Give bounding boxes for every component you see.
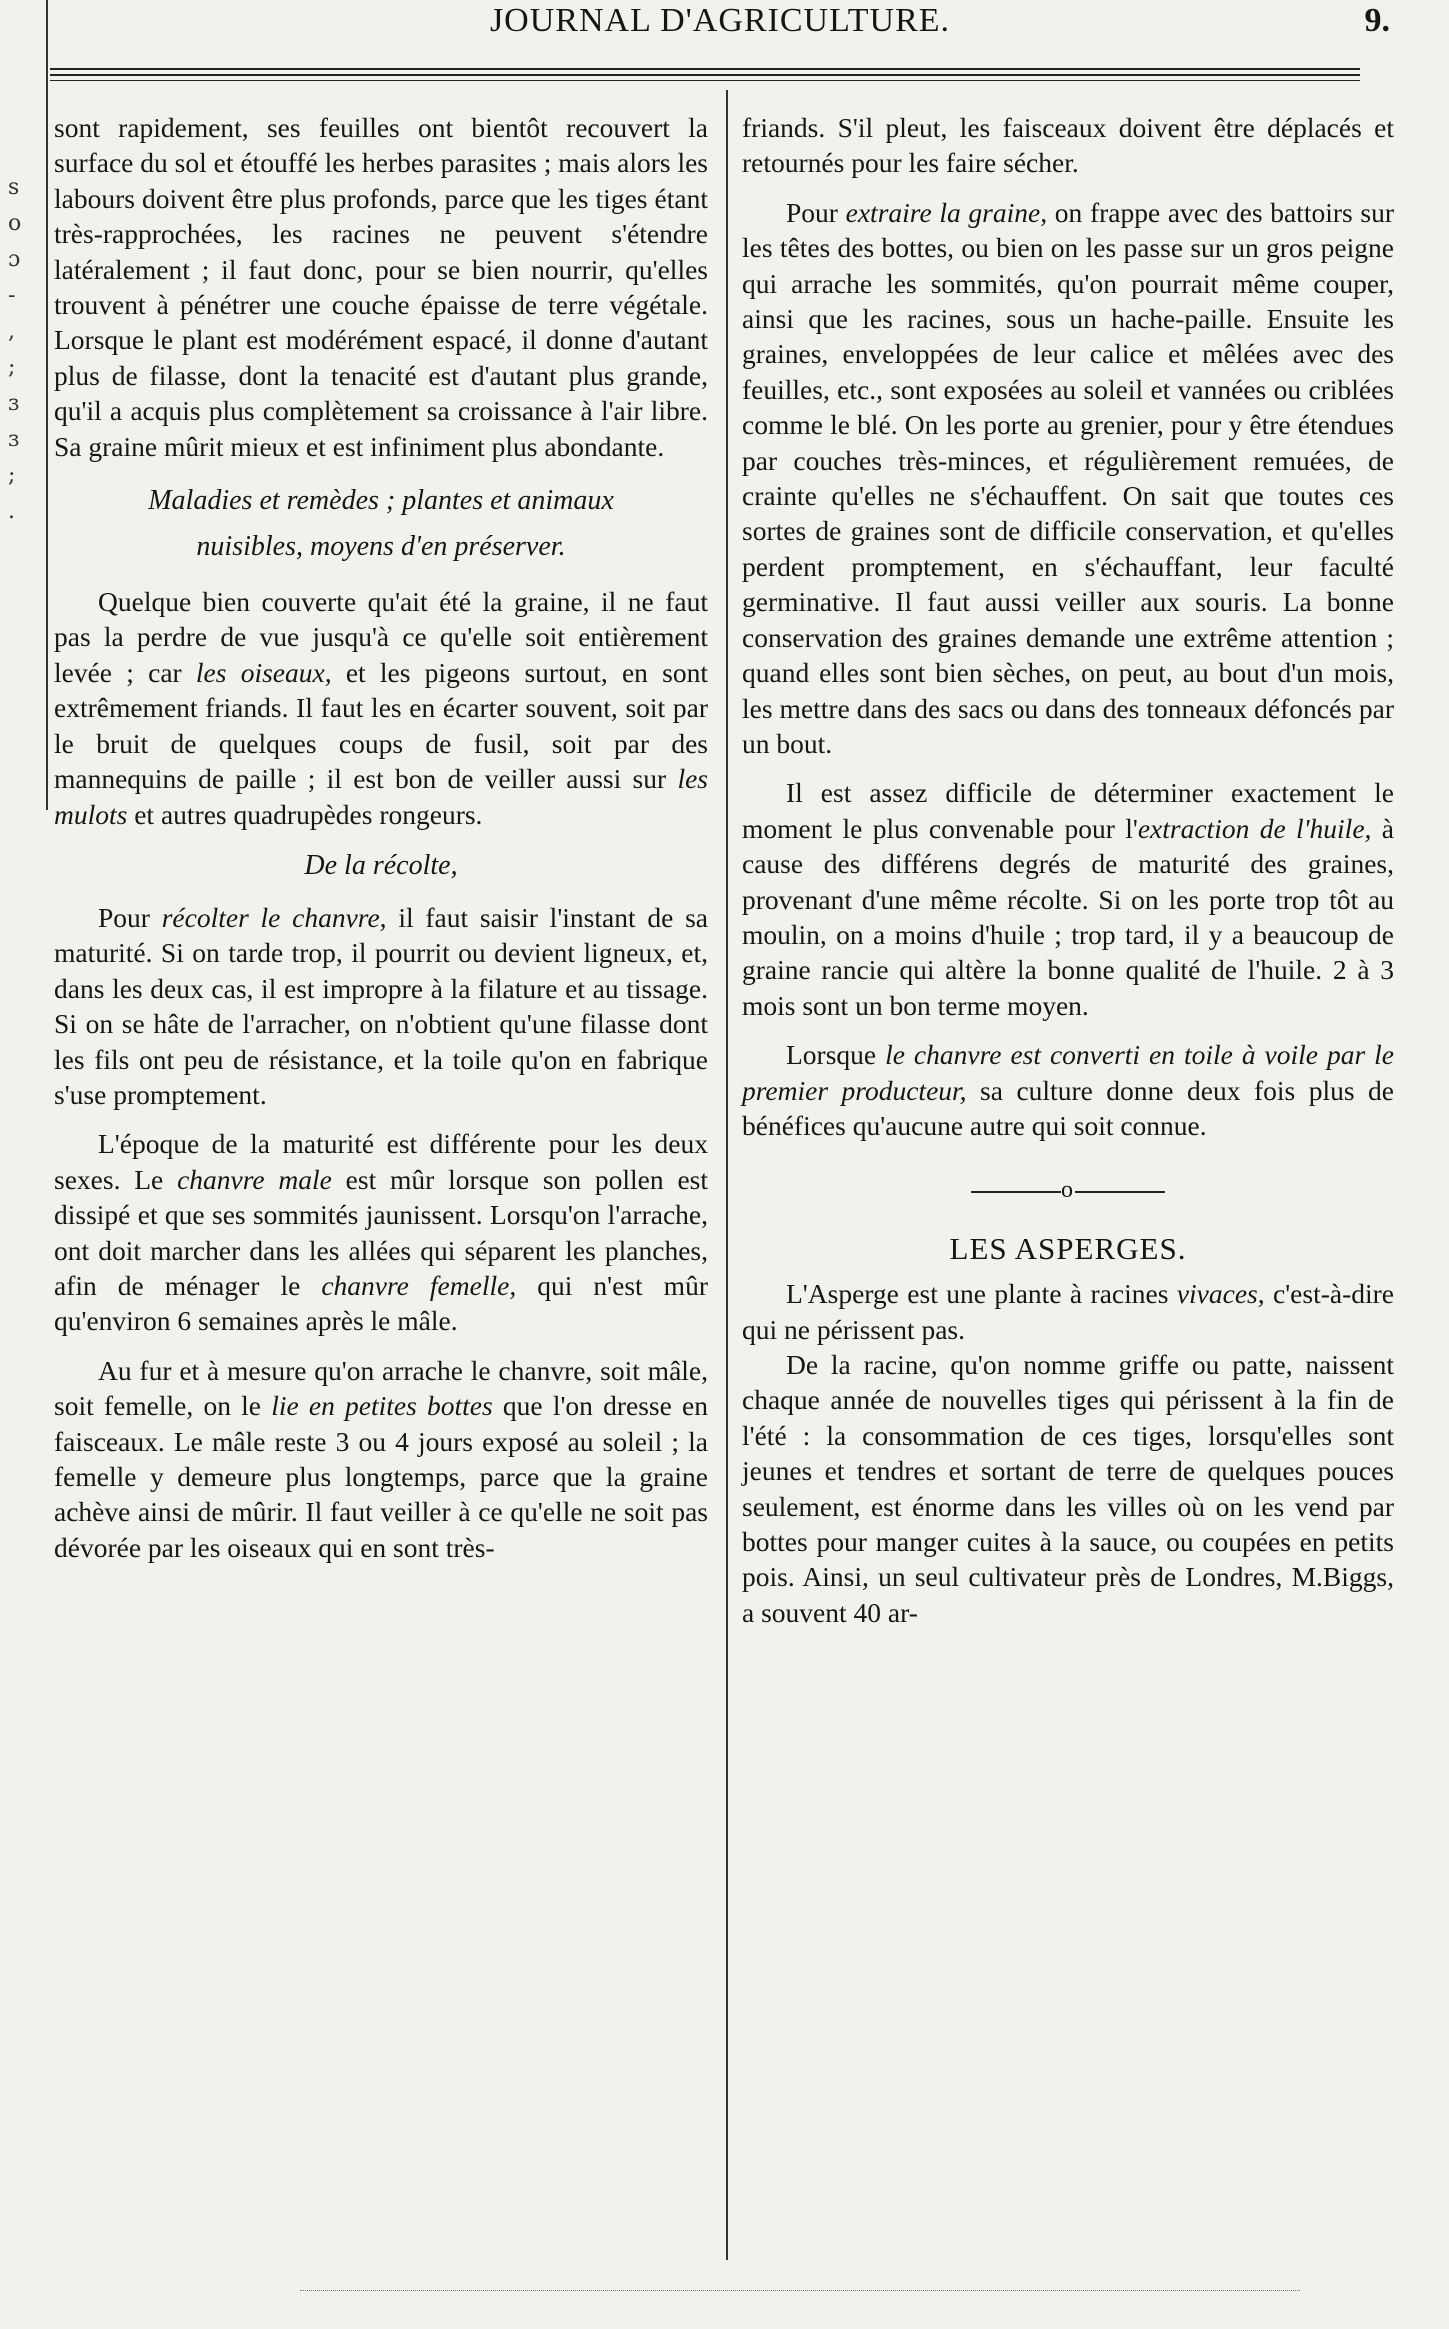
header-rule [50,68,1360,70]
margin-marks: s o ɔ - , ; ɜ ɜ ; . [8,175,22,524]
page-header [50,0,1390,56]
paragraph: Quelque bien couverte qu'ait été la graine, il ne faut pas la perdre de vue jusqu'à ce qu'elle soit entièrement levée ; car les oiseaux, et les pigeons surtout, en sont extrêmement friands. Il faut les en écarter souvent, soit par le bruit de quelques coups de fusil, soit par des mannequins de paille ; il est bon de veiller aussi sur les mulots et autres quadrupèdes rongeurs. [54,586,708,830]
paragraph: L'Asperge est une plante à racines vivaces, c'est-à-dire qui ne périssent pas. [742,1278,1394,1345]
subheading-maladies: Maladies et remèdes ; plantes et animaux nuisibles, moyens d'en préserver. [148,485,614,563]
paragraph: sont rapidement, ses feuilles ont bientôt recouvert la surface du sol et étouffé les herbes parasites ; mais alors les labours doivent être plus profonds, parce que les tiges étant très-rapprochées, les racines ne peuvent s'étendre latéralement ; il faut donc, pour se bien nourrir, qu'elles trouvent à pénétrer une couche épaisse de terre végétale. Lorsque le plant est modérément espacé, il donne d'autant plus de filasse, dont la tenacité est d'autant plus grande, qu'il a acquis plus complètement sa croissance à l'air libre. Sa graine mûrit mieux et est infiniment plus abondante. [54,112,708,462]
paragraph: Pour récolter le chanvre, il faut saisir l'instant de sa maturité. Si on tarde trop, il pourrit ou devient ligneux, et, dans les deux cas, il est impropre à la filature et au tissage. Si on se hâte de l'arracher, on n'obtient qu'une filasse dont les fils ont peu de résistance, et la toile qu'on en fabrique s'use promptement. [54,901,708,1110]
column-divider [726,90,728,2260]
section-title: LES ASPERGES. [949,1230,1187,1266]
separator-line [1075,1191,1165,1193]
subheading-recolte: De la récolte, [304,849,458,881]
section-separator: o [742,1173,1394,1208]
header-rule [50,80,1360,81]
paragraph: L'époque de la maturité est différente pour les deux sexes. Le chanvre male est mûr lorsque son pollen est dissipé et que ses sommités jaunissent. Lorsqu'on l'arrache, ont doit marcher dans les allées qui séparent les planches, afin de ménager le chanvre femelle, qui n'est mûr qu'environ 6 semaines après le mâle. [54,1128,708,1337]
paragraph: friands. S'il pleut, les faisceaux doivent être déplacés et retournés pour les faire sécher. [742,112,1394,179]
paragraph: Il est assez difficile de déterminer exactement le moment le plus convenable pour l'extraction de l'huile, à cause des différens degrés de maturité des graines, provenant d'une même récolte. Si on les porte trop tôt au moulin, on a moins d'huile ; trop tard, il y a beaucoup de graine rancie qui altère la bonne qualité de l'huile. 2 à 3 mois sont un bon terme moyen. [742,777,1394,1021]
paragraph: Lorsque le chanvre est converti en toile à voile par le premier producteur, sa culture donne deux fois plus de bénéfices qu'aucune autre qui soit connue. [742,1039,1395,1141]
page-number: 9. [1364,2,1390,39]
paragraph: Au fur et à mesure qu'on arrache le chanvre, soit mâle, soit femelle, on le lie en petites bottes que l'on dresse en faisceaux. Le mâle reste 3 ou 4 jours exposé au soleil ; la femelle y demeure plus longtemps, parce que la graine achève ainsi de mûrir. Il faut veiller à ce qu'elle ne soit pas dévorée par les oiseaux qui en sont très- [54,1354,708,1563]
journal-title: JOURNAL D'AGRICULTURE. [489,2,951,39]
header-rule [50,74,1360,76]
paragraph: Pour extraire la graine, on frappe avec des battoirs sur les têtes des bottes, ou bien on les passe sur un gros peigne qui arrache les sommités, qu'on pourrait même couper, ainsi que les racines, sous un hache-paille. Ensuite les graines, enveloppées de leur calice et mêlées avec des feuilles, etc., sont exposées au soleil et vannées ou criblées comme le blé. On les porte au grenier, pour y être étendues par couches très-minces, et régulièrement remuées, de crainte qu'elles ne s'échauffent. On sait que toutes ces sortes de graines sont de difficile conservation, et qu'elles perdent promptement, en s'échauffant, leur faculté germinative. Il faut aussi veiller aux souris. La bonne conservation des graines demande une extrême attention ; quand elles sont bien sèches, on peut, au bout d'un mois, les mettre dans des sacs ou dans des tonneaux défoncés par un bout. [742,196,1394,759]
left-margin-bar [46,0,48,810]
right-column [742,110,1394,1630]
paragraph: De la racine, qu'on nomme griffe ou patte, naissent chaque année de nouvelles tiges qui périssent à la fin de l'été : la consommation de ces tiges, lorsqu'elles sont jeunes et tendres et sortant de terre de quelques pouces seulement, est énorme dans les villes où on les vend par bottes pour manger cuites à la sauce, ou coupées en petits pois. Ainsi, un seul cultivateur près de Londres, M.Biggs, a souvent 40 ar- [742,1349,1394,1628]
separator-line [971,1191,1061,1193]
left-column [54,110,708,1565]
footer-rule [300,2290,1300,2291]
